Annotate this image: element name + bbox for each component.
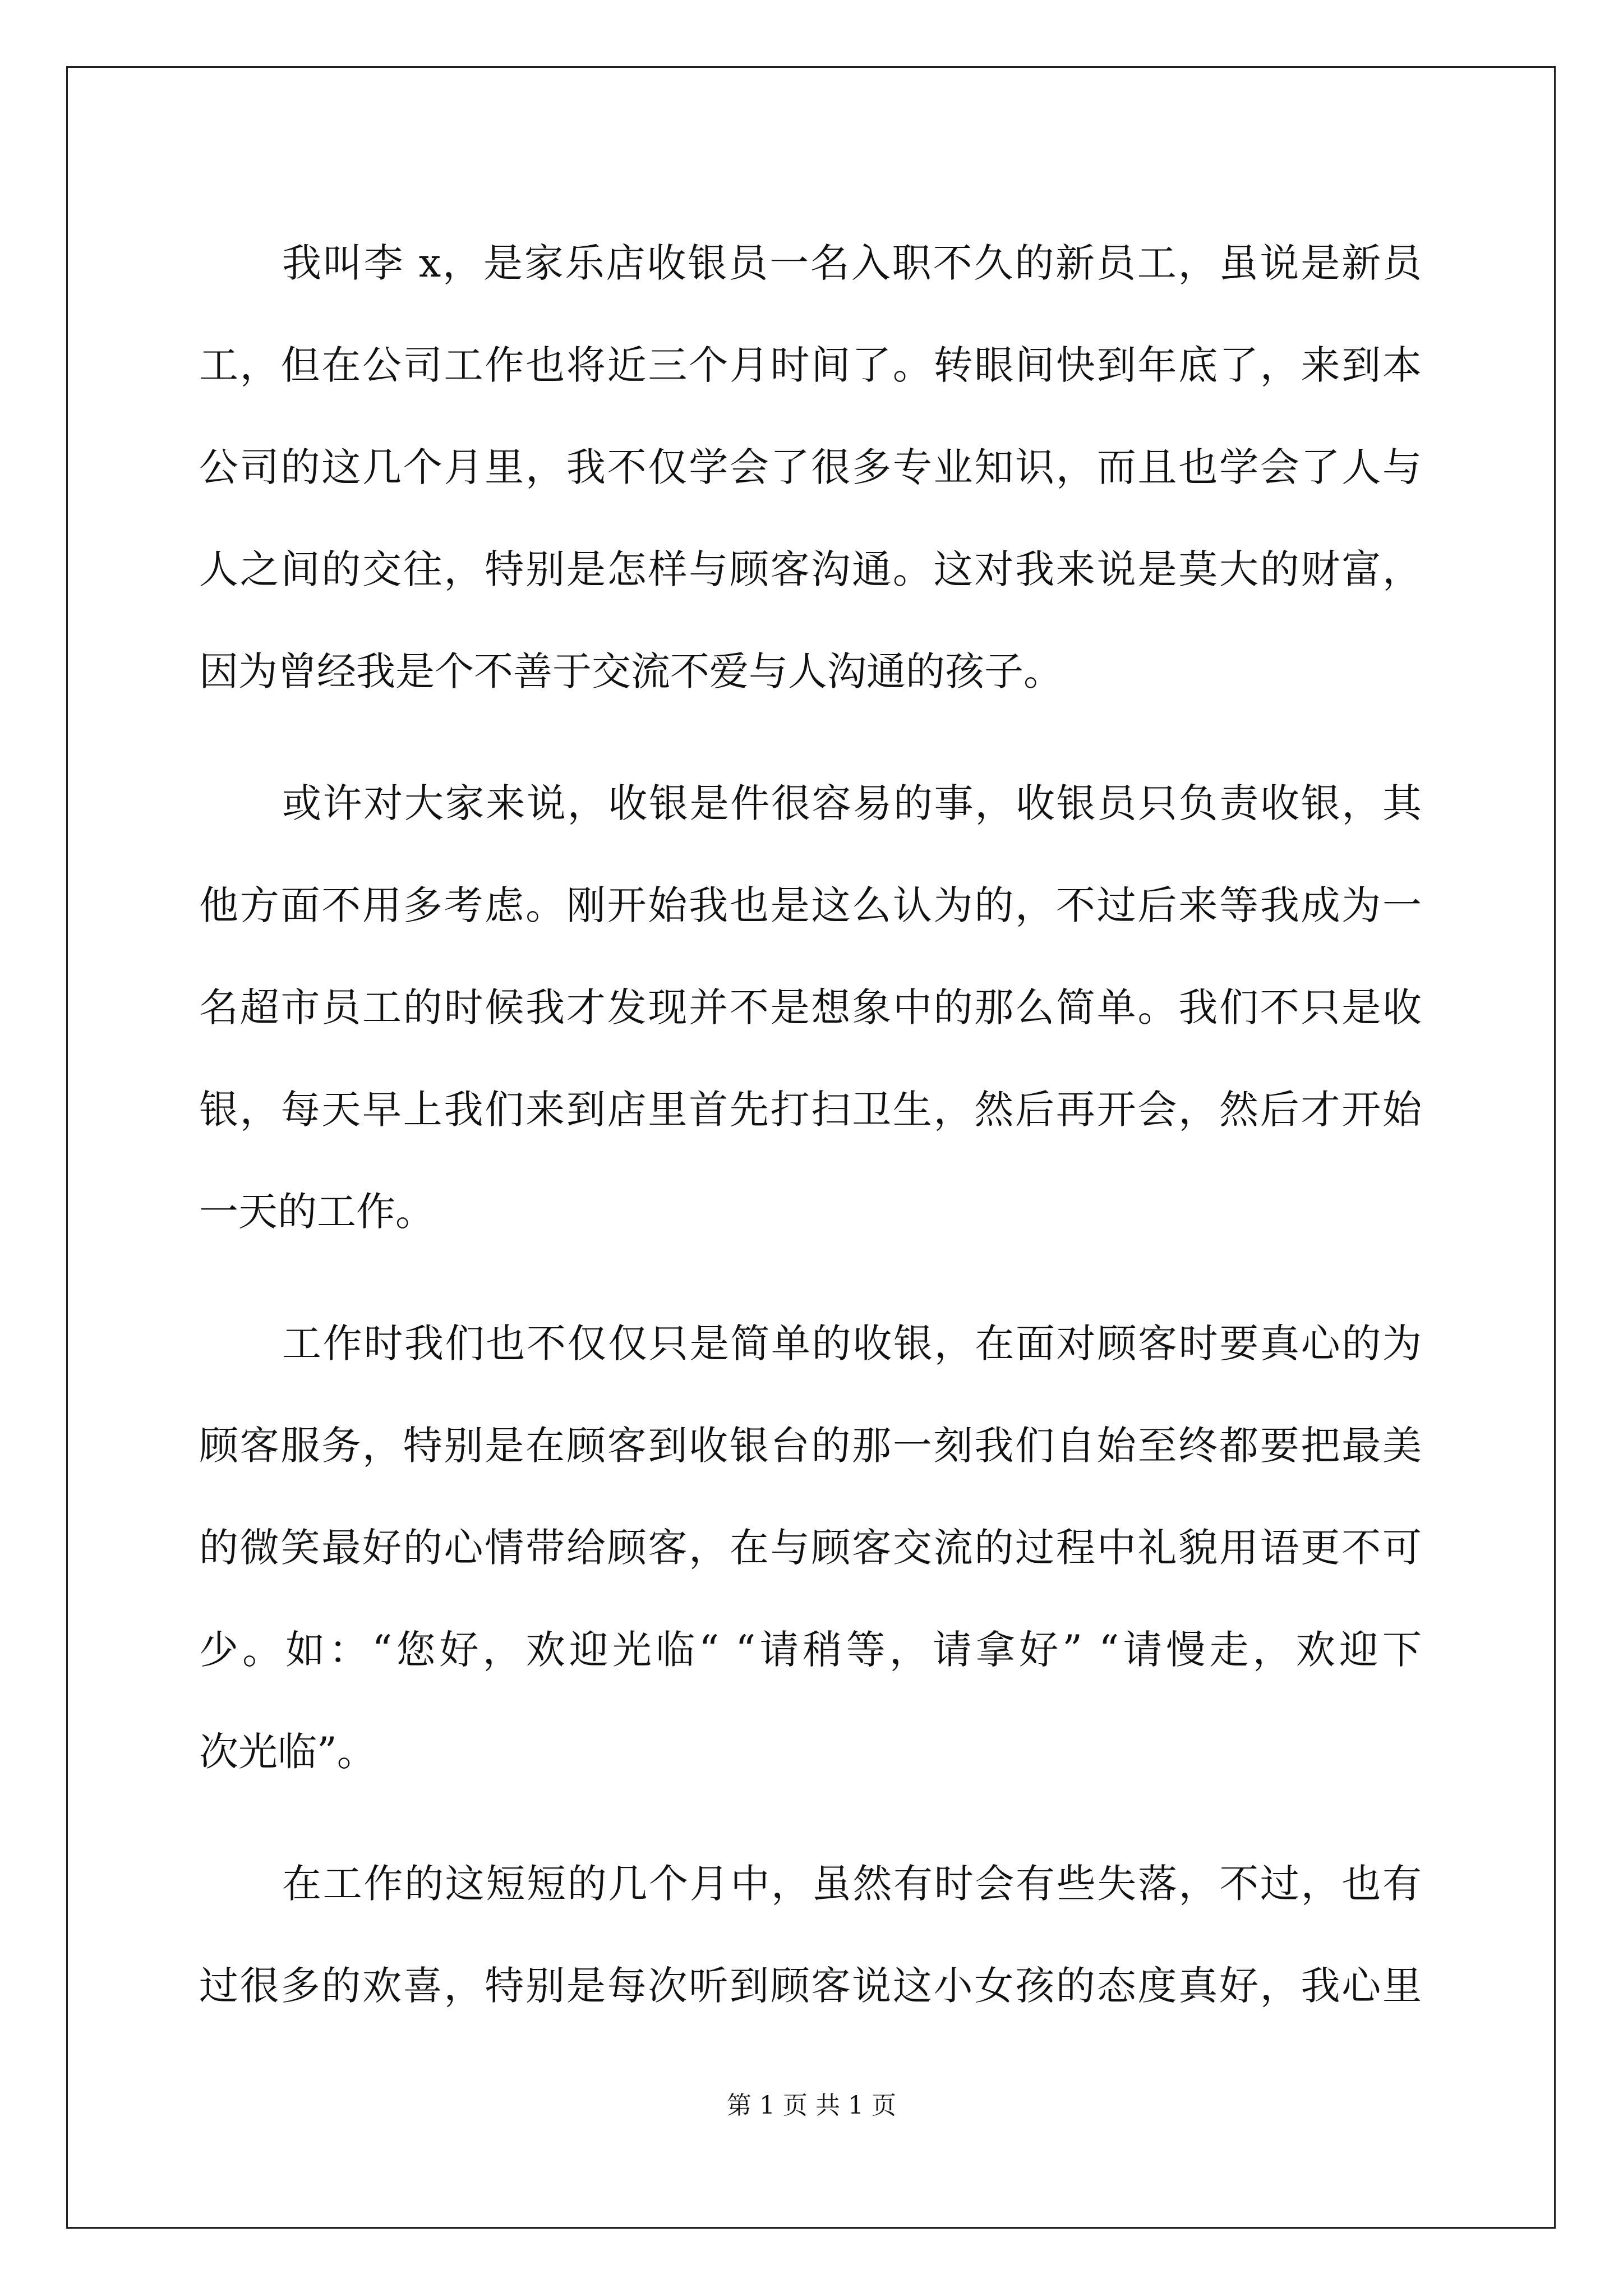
paragraph [199,752,1422,1263]
text-line: 因为曾经我是个不善于交流不爱与人沟通的孩子。 [199,648,1063,694]
text-line: 的微笑最好的心情带给顾客，在与顾客交流的过程中礼貌用语更不可 [199,1525,1422,1571]
text-line: 我叫李 x，是家乐店收银员一名入职不久的新员工，虽说是新员 [282,240,1422,286]
text-line: 名超市员工的时候我才发现并不是想象中的那么简单。我们不只是收 [199,984,1422,1030]
text-line: 人之间的交往，特别是怎样与顾客沟通。这对我来说是莫大的财富， [199,546,1422,592]
text-line: 他方面不用多考虑。刚开始我也是这么认为的，不过后来等我成为一 [199,882,1422,928]
paragraph [199,1833,1422,2037]
text-line: 在工作的这短短的几个月中，虽然有时会有些失落，不过，也有 [282,1861,1422,1907]
text-line: 一天的工作。 [199,1189,435,1235]
text-line: 公司的这几个月里，我不仅学会了很多专业知识，而且也学会了人与 [199,444,1422,490]
text-line: 过很多的欢喜，特别是每次听到顾客说这小女孩的态度真好，我心里 [199,1963,1422,2009]
document-body [199,212,1422,2037]
text-line: 或许对大家来说，收银是件很容易的事，收银员只负责收银，其 [282,780,1422,826]
text-line: 顾客服务，特别是在顾客到收银台的那一刻我们自始至终都要把最美 [199,1423,1422,1469]
text-line: 银，每天早上我们来到店里首先打扫卫生，然后再开会，然后才开始 [199,1087,1422,1133]
text-line: 工作时我们也不仅仅只是简单的收银，在面对顾客时要真心的为 [282,1320,1422,1366]
text-line: 工，但在公司工作也将近三个月时间了。转眼间快到年底了，来到本 [199,342,1422,388]
text-line: 次光临”。 [199,1729,376,1775]
paragraph [199,212,1422,723]
text-line: 少。如：“您好，欢迎光临“ “请稍等，请拿好” “请慢走，欢迎下 [199,1627,1422,1673]
paragraph [199,1292,1422,1803]
page-footer: 第 1 页 共 1 页 [727,2091,896,2120]
